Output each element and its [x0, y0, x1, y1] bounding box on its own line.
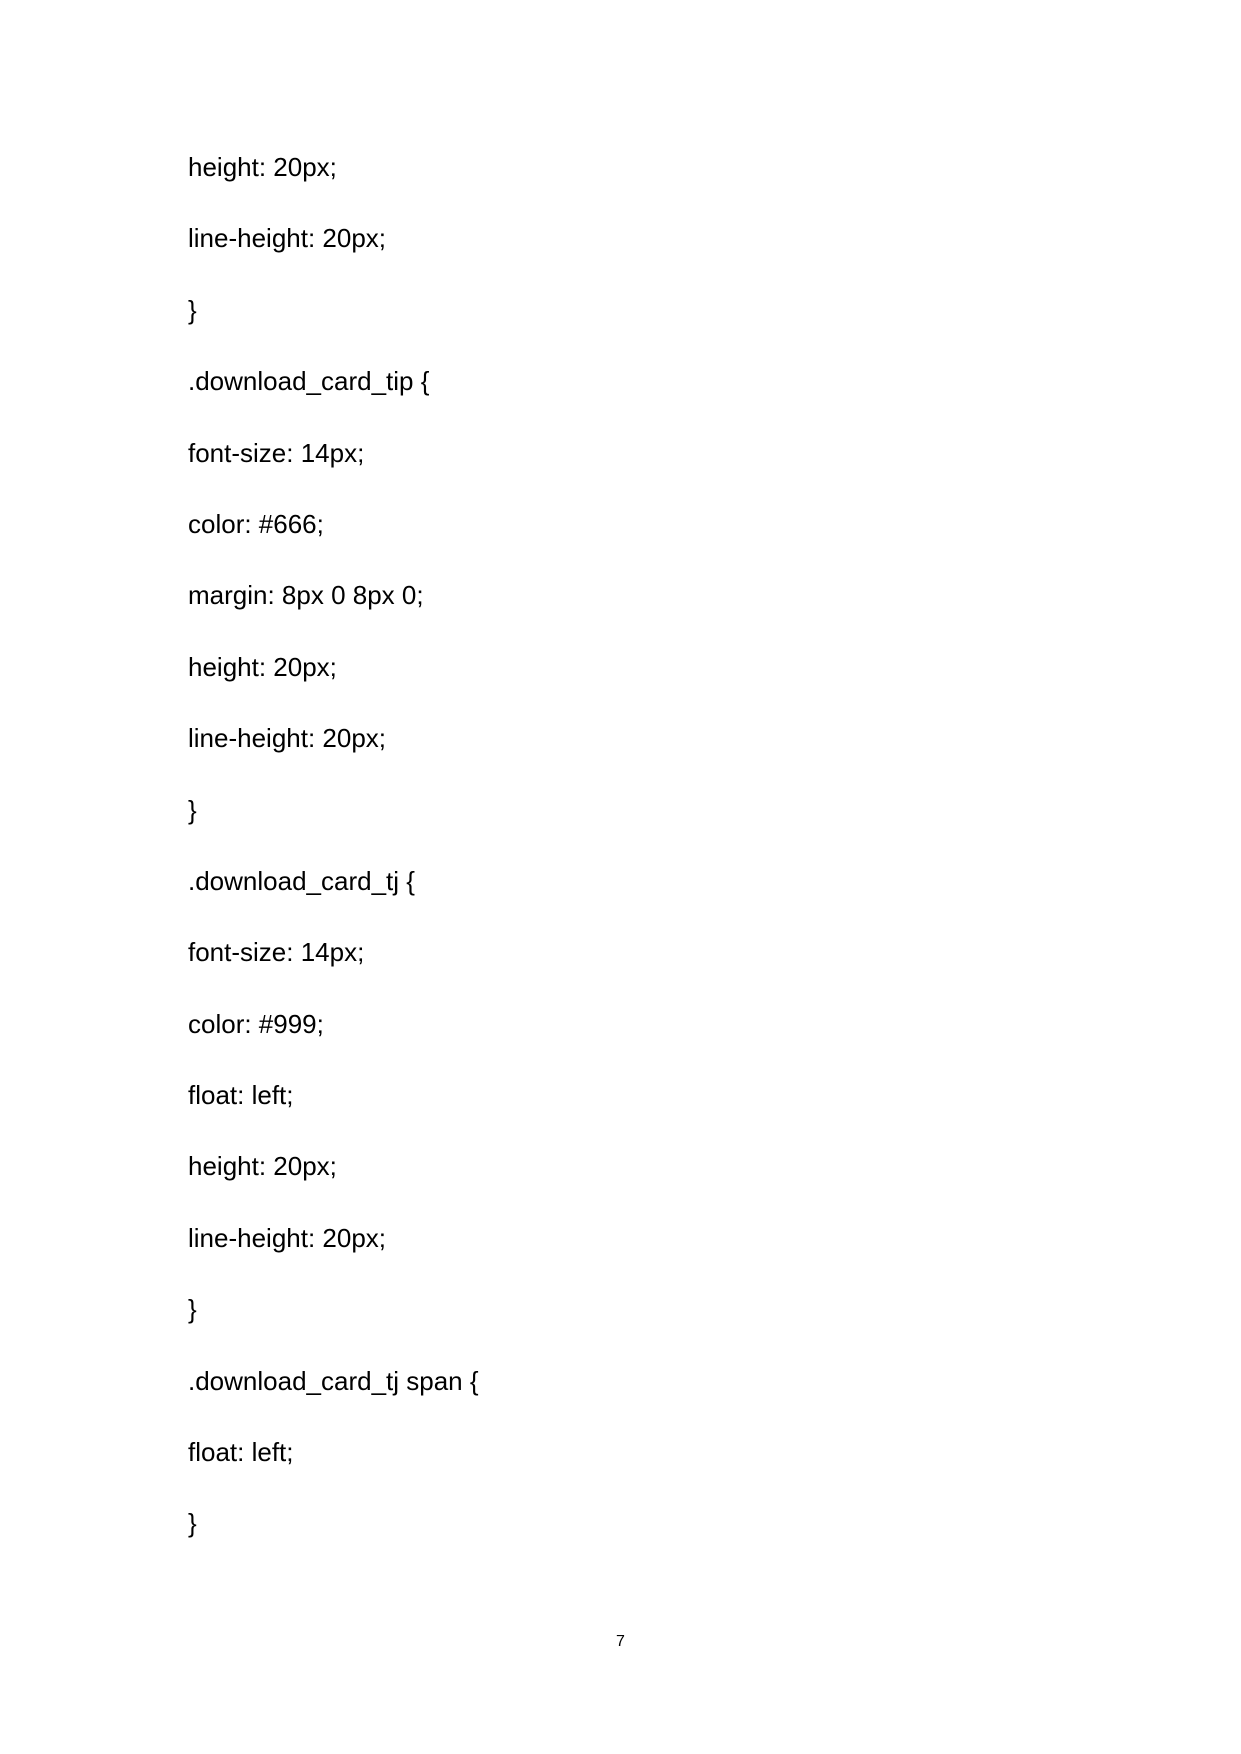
code-line: }	[188, 294, 197, 325]
code-line: height: 20px;	[188, 1151, 337, 1182]
code-line: font-size: 14px;	[188, 937, 365, 968]
code-line: .download_card_tj span {	[188, 1365, 479, 1396]
code-line: .download_card_tip {	[188, 366, 430, 397]
code-line: color: #666;	[188, 508, 324, 539]
code-line: }	[188, 794, 197, 825]
code-line: line-height: 20px;	[188, 723, 387, 754]
code-listing	[188, 150, 1088, 1578]
code-line: }	[188, 1508, 197, 1539]
code-line: height: 20px;	[188, 651, 337, 682]
page-number: 7	[616, 1633, 625, 1650]
code-line: font-size: 14px;	[188, 437, 365, 468]
code-line: line-height: 20px;	[188, 223, 387, 254]
code-line: color: #999;	[188, 1008, 324, 1039]
code-line: float: left;	[188, 1437, 294, 1468]
code-line: .download_card_tj {	[188, 865, 415, 896]
code-line: }	[188, 1294, 197, 1325]
code-line: margin: 8px 0 8px 0;	[188, 580, 424, 611]
code-line: height: 20px;	[188, 152, 337, 182]
code-line: line-height: 20px;	[188, 1222, 387, 1253]
code-line: float: left;	[188, 1080, 294, 1111]
